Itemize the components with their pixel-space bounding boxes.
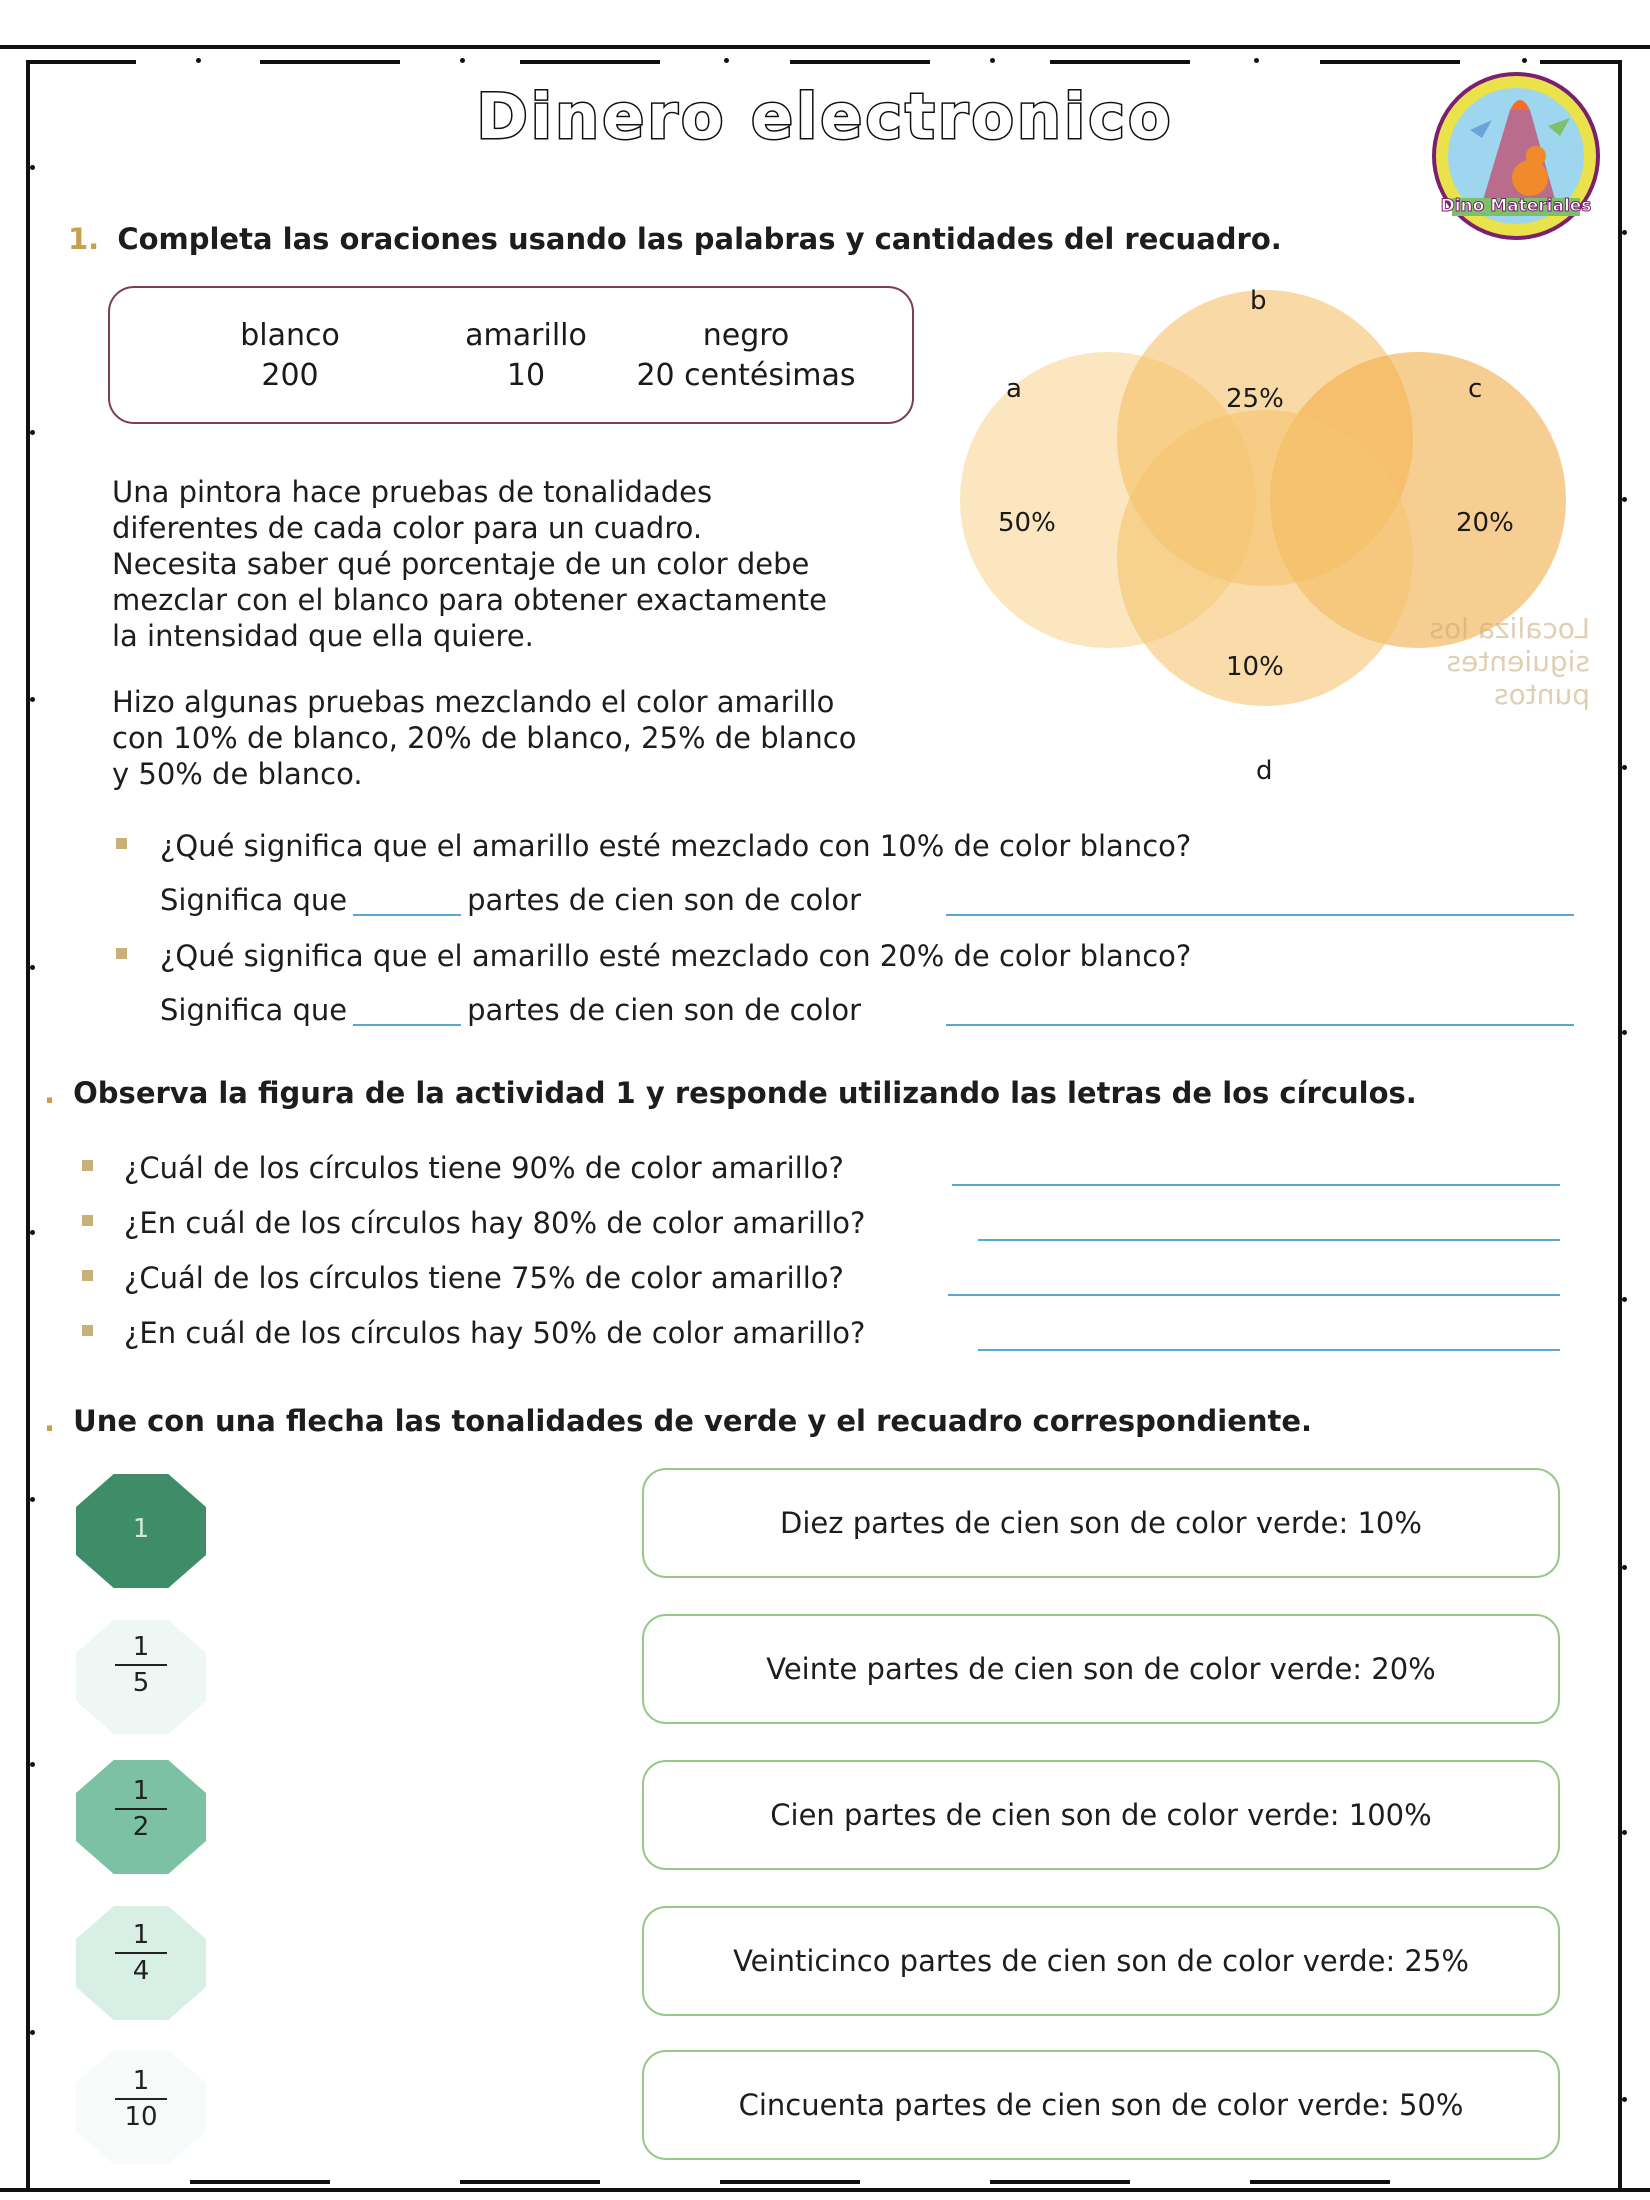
word-box-amount: 20 centésimas — [636, 358, 856, 393]
circle-label-c: c — [1468, 374, 1483, 404]
circles-figure — [960, 286, 1590, 800]
paragraph-line: diferentes de cada color para un cuadro. — [112, 511, 703, 545]
q1-paragraph-2 — [112, 684, 952, 792]
word-box — [108, 286, 914, 424]
circle-label-d: d — [1256, 756, 1273, 786]
fraction-bar — [115, 2098, 167, 2100]
circle-percent-c: 20% — [1456, 508, 1514, 538]
q1-number: 1. — [68, 222, 100, 256]
fraction-denominator: 5 — [132, 1668, 150, 1698]
match-box-3[interactable]: Cien partes de cien son de color verde: 100% — [642, 1760, 1560, 1870]
green-shade-label-5 — [76, 2066, 206, 2132]
answer-line-color[interactable] — [946, 914, 1574, 916]
word-box-amount: 200 — [261, 358, 319, 393]
circle-label-b: b — [1250, 286, 1267, 316]
paragraph-line: y 50% de blanco. — [112, 757, 363, 791]
fraction-denominator: 10 — [124, 2102, 158, 2132]
q2-instruction — [44, 1076, 1417, 1110]
page-title: Dinero electronico — [476, 80, 1174, 153]
green-shade-label-1 — [76, 1514, 206, 1544]
q1-answer-1 — [160, 882, 861, 918]
match-box-4[interactable]: Veinticinco partes de cien son de color verde: 25% — [642, 1906, 1560, 2016]
q2-answer-line-1[interactable] — [952, 1184, 1560, 1186]
circle-percent-d: 10% — [1226, 652, 1284, 682]
q2-answer-line-4[interactable] — [978, 1349, 1560, 1351]
q3-instruction-text: Une con una flecha las tonalidades de verde y el recuadro correspondiente. — [73, 1404, 1313, 1438]
q2-question-2: ¿En cuál de los círculos hay 80% de color amarillo? — [124, 1206, 866, 1240]
green-shade-label-4 — [76, 1920, 206, 1986]
circle-percent-a: 50% — [998, 508, 1056, 538]
bullet-icon — [82, 1325, 93, 1336]
q2-question-3: ¿Cuál de los círculos tiene 75% de color amarillo? — [124, 1261, 844, 1295]
answer-blank-number[interactable] — [353, 1024, 461, 1026]
word-box-amount: 10 — [506, 358, 546, 393]
fraction-numerator: 1 — [132, 1920, 150, 1950]
answer-prefix: Significa que — [160, 883, 348, 917]
paragraph-line: Una pintora hace pruebas de tonalidades — [112, 475, 713, 509]
dinosaur-volcano-logo — [1430, 70, 1602, 242]
answer-middle: partes de cien son de color — [467, 993, 862, 1027]
paragraph-line: la intensidad que ella quiere. — [112, 619, 534, 653]
answer-middle: partes de cien son de color — [467, 883, 862, 917]
word-box-word: amarillo — [465, 318, 587, 353]
word-box-word: negro — [702, 318, 790, 353]
paragraph-line: Necesita saber qué porcentaje de un color debe — [112, 547, 810, 581]
q1-question-2: ¿Qué significa que el amarillo esté mezclado con 20% de color blanco? — [160, 939, 1192, 973]
paragraph-line: mezclar con el blanco para obtener exactamente — [112, 583, 828, 617]
fraction-bar — [115, 1808, 167, 1810]
bullet-icon — [82, 1215, 93, 1226]
fraction-numerator: 1 — [132, 1632, 150, 1662]
paragraph-line: Hizo algunas pruebas mezclando el color amarillo — [112, 685, 835, 719]
answer-blank-number[interactable] — [353, 914, 461, 916]
q2-answer-line-3[interactable] — [948, 1294, 1560, 1296]
green-shade-label-3 — [76, 1776, 206, 1842]
bullet-icon — [82, 1160, 93, 1171]
green-shade-label-2 — [76, 1632, 206, 1698]
q3-number: . — [44, 1404, 56, 1438]
match-box-2[interactable]: Veinte partes de cien son de color verde: 20% — [642, 1614, 1560, 1724]
q1-question-1: ¿Qué significa que el amarillo esté mezclado con 10% de color blanco? — [160, 829, 1192, 863]
match-box-5[interactable]: Cincuenta partes de cien son de color verde: 50% — [642, 2050, 1560, 2160]
bullet-icon — [116, 838, 127, 849]
circle-percent-b: 25% — [1226, 384, 1284, 414]
q2-question-1: ¿Cuál de los círculos tiene 90% de color amarillo? — [124, 1151, 844, 1185]
answer-prefix: Significa que — [160, 993, 348, 1027]
logo-text: Dino Materiales — [1440, 196, 1592, 216]
fraction-numerator: 1 — [132, 2066, 150, 2096]
q2-answer-line-2[interactable] — [978, 1239, 1560, 1241]
match-box-1[interactable]: Diez partes de cien son de color verde: 10% — [642, 1468, 1560, 1578]
fraction-denominator: 2 — [132, 1812, 150, 1842]
q2-number: . — [44, 1076, 56, 1110]
fraction-bar — [115, 1952, 167, 1954]
q1-answer-2 — [160, 992, 861, 1028]
q1-instruction — [68, 222, 1282, 256]
fraction-numerator: 1 — [132, 1776, 150, 1806]
fraction-bar — [115, 1664, 167, 1666]
fraction-numerator: 1 — [132, 1514, 150, 1544]
q1-paragraph-1 — [112, 474, 932, 654]
answer-line-color[interactable] — [946, 1024, 1574, 1026]
q2-instruction-text: Observa la figura de la actividad 1 y responde utilizando las letras de los círculos. — [73, 1076, 1417, 1110]
circle-label-a: a — [1006, 374, 1022, 404]
q2-question-4: ¿En cuál de los círculos hay 50% de color amarillo? — [124, 1316, 866, 1350]
q3-instruction — [44, 1404, 1312, 1438]
word-box-word: blanco — [240, 318, 340, 353]
paragraph-line: con 10% de blanco, 20% de blanco, 25% de blanco — [112, 721, 857, 755]
bullet-icon — [116, 948, 127, 959]
q1-instruction-text: Completa las oraciones usando las palabras y cantidades del recuadro. — [117, 222, 1282, 256]
bg-ghost-text: Localiza los siguientes puntos — [1429, 612, 1590, 711]
fraction-denominator: 4 — [132, 1956, 150, 1986]
bullet-icon — [82, 1270, 93, 1281]
